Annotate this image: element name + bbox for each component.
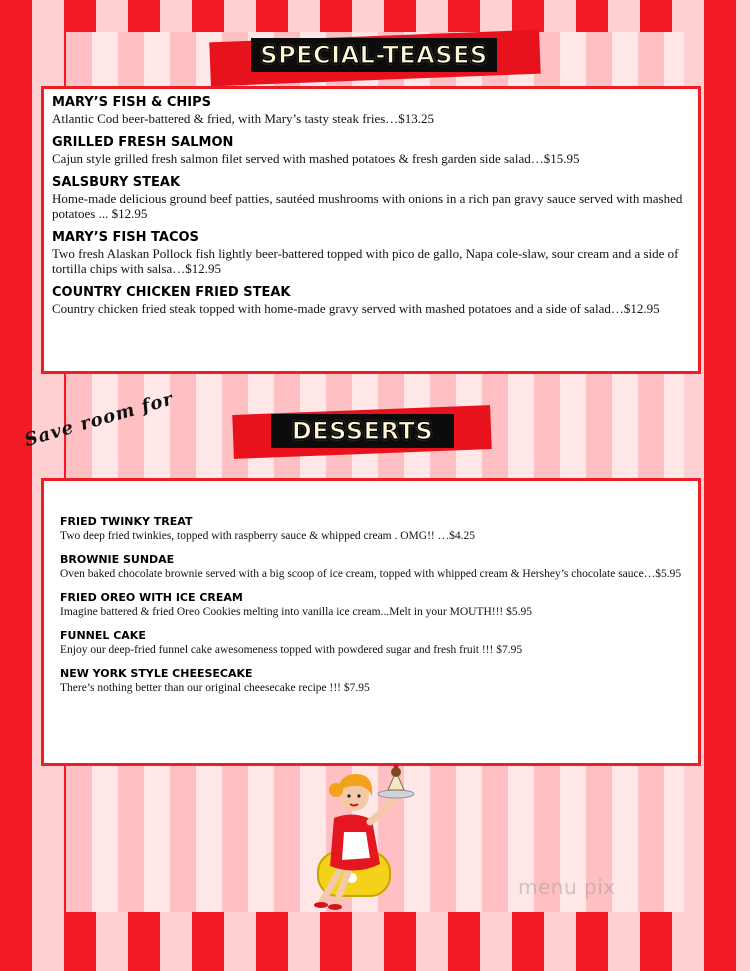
menu-item — [60, 515, 682, 543]
watermark-menupix: menu pix — [518, 875, 616, 899]
menu-item — [52, 230, 690, 276]
desserts-title-text: DESSERTS — [291, 417, 434, 445]
waitress-mascot-illustration — [300, 760, 420, 910]
item-name: MARY’S FISH TACOS — [52, 230, 199, 245]
item-description: There’s nothing better than our original cheesecake recipe !!! $7.95 — [60, 682, 370, 694]
item-description: Atlantic Cod beer-battered & fried, with Mary’s tasty steak fries…$13.25 — [52, 111, 435, 126]
item-name: MARY’S FISH & CHIPS — [52, 95, 212, 110]
item-description: Imagine battered & fried Oreo Cookies melting into vanilla ice cream...Melt in your MOUTH!!! $5.95 — [60, 606, 533, 618]
item-name: FRIED OREO WITH ICE CREAM — [60, 591, 243, 604]
item-name: COUNTRY CHICKEN FRIED STEAK — [52, 285, 291, 300]
item-description: Oven baked chocolate brownie served with a big scoop of ice cream, topped with whipped cream & Hershey’s chocolate sauce…$5.95 — [60, 568, 682, 580]
item-name: SALSBURY STEAK — [52, 175, 181, 190]
menu-item — [60, 553, 682, 581]
menu-item — [52, 285, 690, 316]
menu-item — [60, 591, 682, 619]
specials-title-text: SPECIAL-TEASES — [260, 41, 488, 69]
desserts-title — [271, 414, 454, 448]
item-description: Two fresh Alaskan Pollock fish lightly beer-battered topped with pico de gallo, Napa cole-slaw, sour cream and a side of tortilla chips with salsa…$12.95 — [52, 246, 679, 276]
menu-item — [60, 629, 682, 657]
item-name: GRILLED FRESH SALMON — [52, 135, 234, 150]
save-room-script: Save room for — [22, 388, 176, 451]
menu-item — [52, 175, 690, 221]
item-description: Two deep fried twinkies, topped with raspberry sauce & whipped cream . OMG!! …$4.25 — [60, 530, 475, 542]
item-description: Enjoy our deep-fried funnel cake awesomeness topped with powdered sugar and fresh fruit !!! $7.95 — [60, 644, 523, 656]
menu-item — [52, 95, 690, 126]
item-name: FUNNEL CAKE — [60, 629, 146, 642]
specials-panel — [41, 86, 701, 374]
menu-item — [52, 135, 690, 166]
item-description: Country chicken fried steak topped with home-made gravy served with mashed potatoes and a side of salad…$12.95 — [52, 301, 660, 316]
specials-title — [251, 38, 497, 72]
item-description: Home-made delicious ground beef patties, sautéed mushrooms with onions in a rich pan gravy sauce served with mashed potatoes ... $12.95 — [52, 191, 683, 221]
item-name: BROWNIE SUNDAE — [60, 553, 175, 566]
menu-item — [60, 667, 682, 695]
desserts-panel — [41, 478, 701, 766]
item-name: NEW YORK STYLE CHEESECAKE — [60, 667, 253, 680]
item-name: FRIED TWINKY TREAT — [60, 515, 193, 528]
item-description: Cajun style grilled fresh salmon filet served with mashed potatoes & fresh garden side salad…$15.95 — [52, 151, 580, 166]
